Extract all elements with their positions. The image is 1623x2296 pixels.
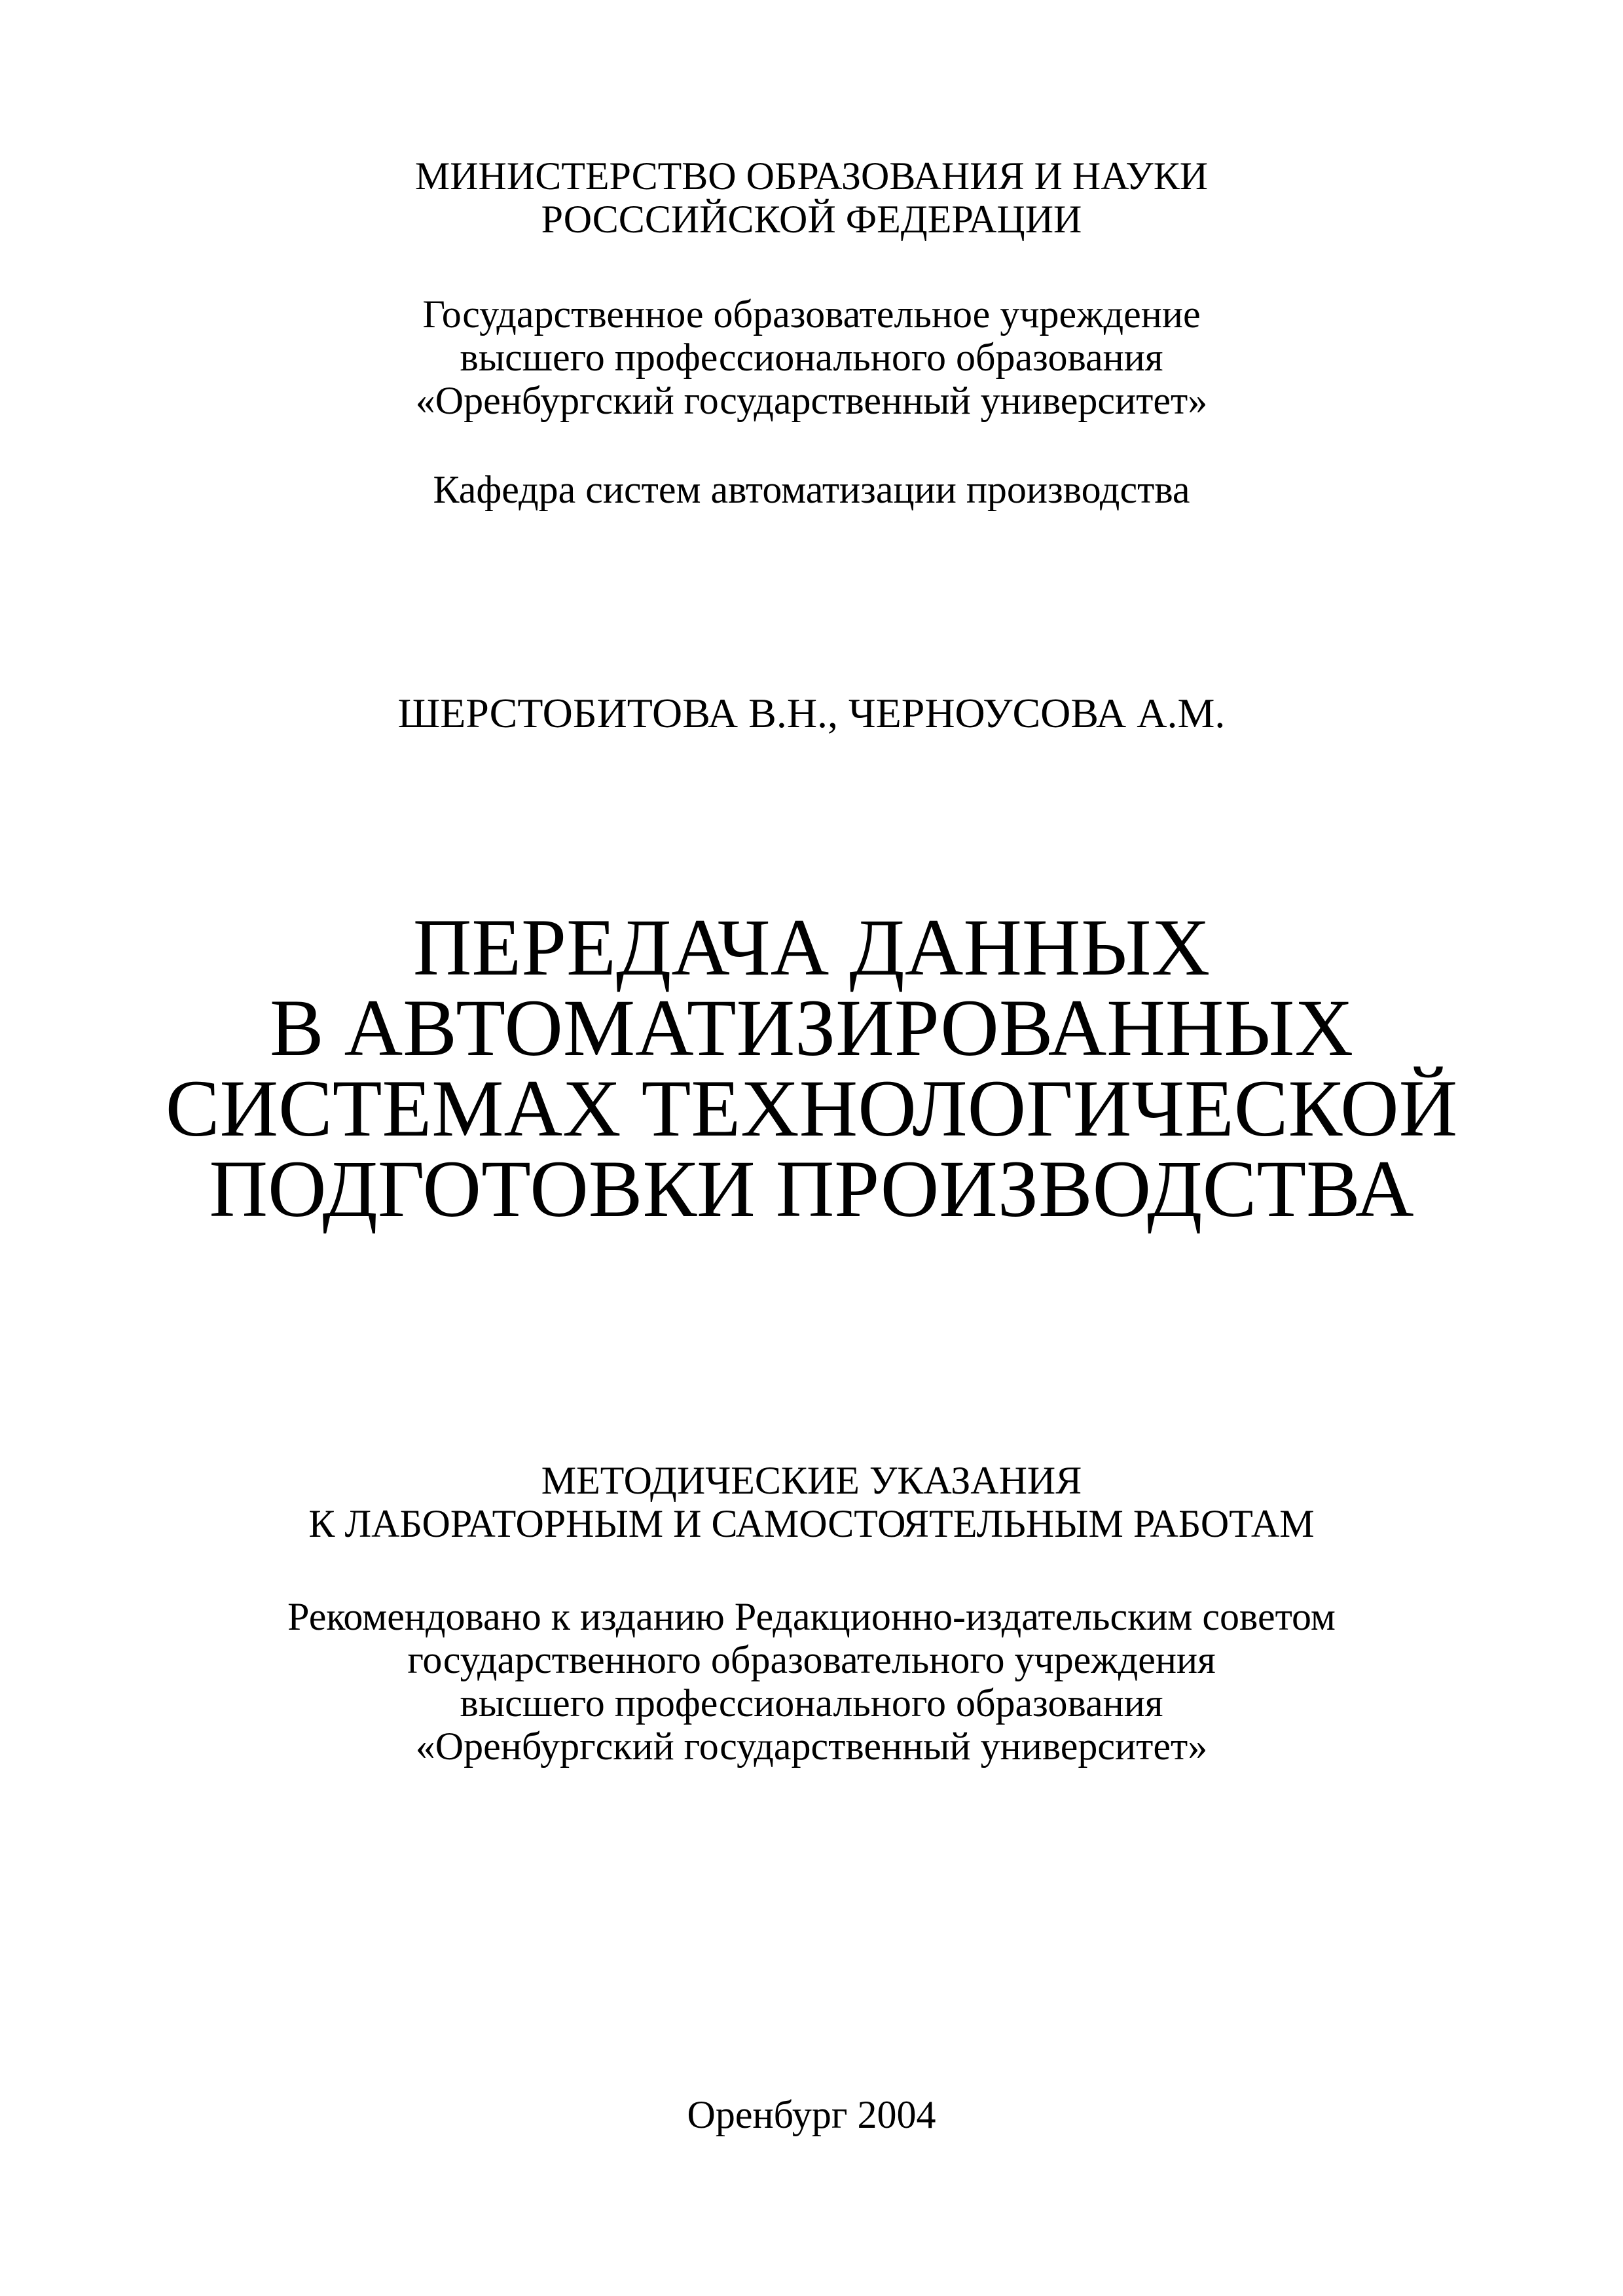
document-subtitle	[0, 1459, 1623, 1545]
publication-place-year	[0, 2093, 1623, 2136]
institution-heading	[0, 293, 1623, 422]
document-title	[0, 903, 1623, 1234]
ministry-line-2: РОСССИЙСКОЙ ФЕДЕРАЦИИ	[541, 198, 1082, 241]
subtitle-line-1: МЕТОДИЧЕСКИЕ УКАЗАНИЯ	[541, 1459, 1082, 1502]
recommendation-line-3: высшего профессионального образования	[460, 1681, 1163, 1725]
department-line: Кафедра систем автоматизации производства	[433, 468, 1190, 511]
ministry-line-1: МИНИСТЕРСТВО ОБРАЗОВАНИЯ И НАУКИ	[414, 154, 1209, 198]
title-line-1: ПЕРЕДАЧА ДАННЫХ	[412, 903, 1211, 992]
authors	[0, 691, 1623, 736]
recommendation-line-4: «Оренбургский государственный университет»	[415, 1725, 1208, 1768]
ministry-heading	[0, 154, 1623, 241]
department-name	[0, 468, 1623, 511]
institution-line-2: высшего профессионального образования	[460, 336, 1163, 379]
recommendation-line-1: Рекомендовано к изданию Редакционно-издательским советом	[287, 1595, 1336, 1638]
subtitle-line-2: К ЛАБОРАТОРНЫМ И САМОСТОЯТЕЛЬНЫМ РАБОТАМ	[308, 1502, 1315, 1545]
institution-line-3: «Оренбургский государственный университет»	[415, 379, 1208, 422]
footer-line: Оренбург 2004	[687, 2093, 936, 2136]
title-line-2: В АВТОМАТИЗИРОВАННЫХ	[269, 983, 1354, 1073]
authors-line: ШЕРСТОБИТОВА В.Н., ЧЕРНОУСОВА А.М.	[397, 690, 1226, 736]
institution-line-1: Государственное образовательное учреждение	[422, 293, 1201, 336]
recommendation-note	[0, 1595, 1623, 1768]
title-line-4: ПОДГОТОВКИ ПРОИЗВОДСТВА	[209, 1144, 1414, 1234]
title-line-3: СИСТЕМАХ ТЕХНОЛОГИЧЕСКОЙ	[165, 1064, 1458, 1153]
recommendation-line-2: государственного образовательного учреждения	[407, 1638, 1216, 1681]
